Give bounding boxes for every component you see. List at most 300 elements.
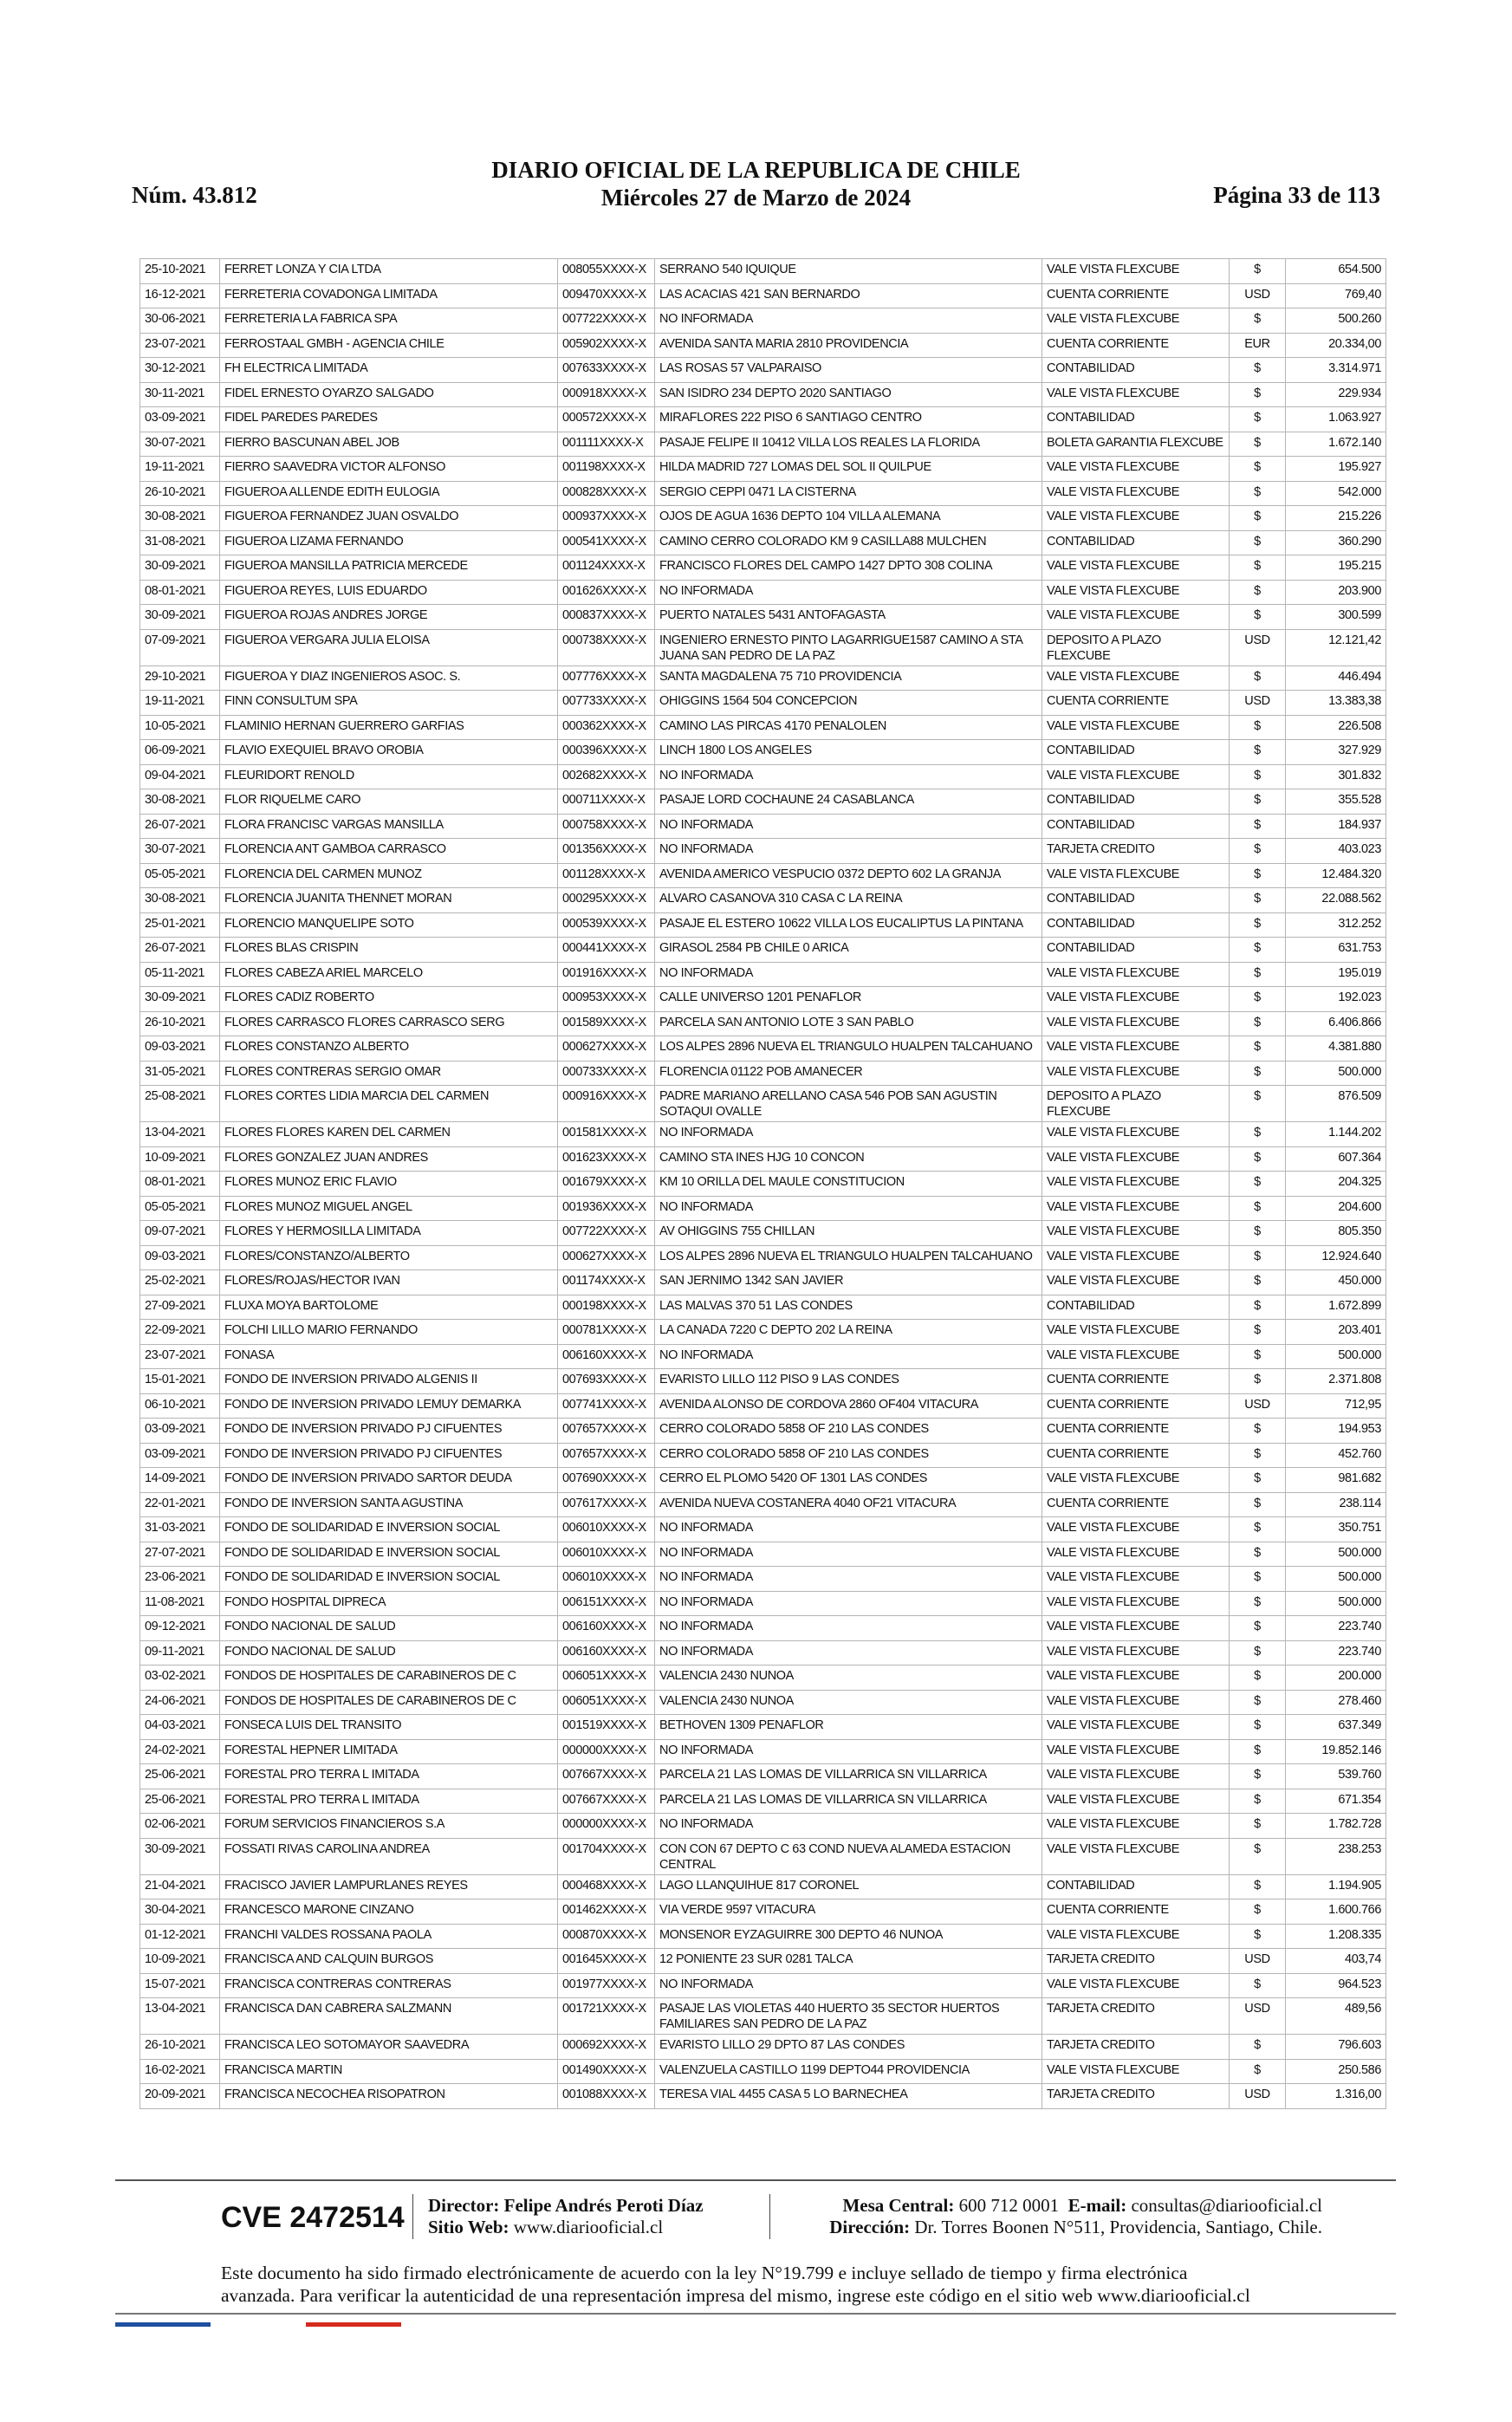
cell-address: NO INFORMADA xyxy=(655,814,1042,839)
cell-name: FLORES CARRASCO FLORES CARRASCO SERG xyxy=(220,1011,558,1036)
table-row xyxy=(140,814,1386,839)
cell-address: CAMINO CERRO COLORADO KM 9 CASILLA88 MULCHEN xyxy=(655,530,1042,555)
cell-address: NO INFORMADA xyxy=(655,1196,1042,1221)
cell-name: FONDOS DE HOSPITALES DE CARABINEROS DE C xyxy=(220,1690,558,1715)
table-row xyxy=(140,1172,1386,1197)
cell-rut: 001198XXXX-X xyxy=(558,457,655,482)
page-header xyxy=(0,156,1512,217)
cell-name: FONDO DE INVERSION PRIVADO ALGENIS II xyxy=(220,1369,558,1394)
table-row xyxy=(140,457,1386,482)
cell-product: TARJETA CREDITO xyxy=(1042,1998,1230,2035)
cell-product: VALE VISTA FLEXCUBE xyxy=(1042,1666,1230,1691)
cell-address: CON CON 67 DEPTO C 63 COND NUEVA ALAMEDA ESTACION CENTRAL xyxy=(655,1838,1042,1874)
table-row xyxy=(140,1739,1386,1764)
cell-date: 14-09-2021 xyxy=(140,1468,220,1493)
site-label: Sitio Web: xyxy=(428,2217,509,2237)
cell-currency: EUR xyxy=(1230,333,1286,358)
cell-currency: $ xyxy=(1230,457,1286,482)
cell-currency: $ xyxy=(1230,1221,1286,1246)
cell-amount: 195.019 xyxy=(1286,962,1386,987)
cell-currency: $ xyxy=(1230,1369,1286,1394)
cell-address: KM 10 ORILLA DEL MAULE CONSTITUCION xyxy=(655,1172,1042,1197)
cell-name: FIERRO SAAVEDRA VICTOR ALFONSO xyxy=(220,457,558,482)
cell-amount: 489,56 xyxy=(1286,1998,1386,2035)
cell-rut: 000828XXXX-X xyxy=(558,481,655,506)
cell-product: VALE VISTA FLEXCUBE xyxy=(1042,481,1230,506)
cell-date: 30-08-2021 xyxy=(140,789,220,815)
cell-date: 10-09-2021 xyxy=(140,1949,220,1974)
cell-address: PARCELA SAN ANTONIO LOTE 3 SAN PABLO xyxy=(655,1011,1042,1036)
cell-address: NO INFORMADA xyxy=(655,1640,1042,1666)
cell-rut: 007667XXXX-X xyxy=(558,1789,655,1814)
cell-currency: $ xyxy=(1230,938,1286,963)
table-row xyxy=(140,1924,1386,1949)
cell-rut: 000572XXXX-X xyxy=(558,407,655,432)
cell-address: FLORENCIA 01122 POB AMANECER xyxy=(655,1061,1042,1086)
cell-address: PARCELA 21 LAS LOMAS DE VILLARRICA SN VILLARRICA xyxy=(655,1764,1042,1789)
cell-currency: $ xyxy=(1230,863,1286,888)
cell-product: VALE VISTA FLEXCUBE xyxy=(1042,1517,1230,1542)
cell-name: FRANCISCA LEO SOTOMAYOR SAAVEDRA xyxy=(220,2035,558,2060)
cell-address: EVARISTO LILLO 112 PISO 9 LAS CONDES xyxy=(655,1369,1042,1394)
cell-amount: 403.023 xyxy=(1286,839,1386,864)
cell-product: VALE VISTA FLEXCUBE xyxy=(1042,1036,1230,1062)
cell-currency: $ xyxy=(1230,1764,1286,1789)
cell-amount: 360.290 xyxy=(1286,530,1386,555)
cell-date: 25-01-2021 xyxy=(140,912,220,938)
cell-amount: 229.934 xyxy=(1286,382,1386,407)
cell-currency: $ xyxy=(1230,1715,1286,1740)
table-row xyxy=(140,863,1386,888)
cell-name: FLEURIDORT RENOLD xyxy=(220,764,558,789)
cell-date: 31-08-2021 xyxy=(140,530,220,555)
cell-name: FRACISCO JAVIER LAMPURLANES REYES xyxy=(220,1874,558,1899)
cell-product: VALE VISTA FLEXCUBE xyxy=(1042,1196,1230,1221)
accounts-table xyxy=(140,258,1386,2109)
cell-date: 01-12-2021 xyxy=(140,1924,220,1949)
cell-product: VALE VISTA FLEXCUBE xyxy=(1042,259,1230,284)
cell-currency: USD xyxy=(1230,2084,1286,2109)
cell-name: FONDO DE SOLIDARIDAD E INVERSION SOCIAL xyxy=(220,1567,558,1592)
cell-name: FONDO DE INVERSION PRIVADO SARTOR DEUDA xyxy=(220,1468,558,1493)
cell-product: VALE VISTA FLEXCUBE xyxy=(1042,580,1230,605)
table-row xyxy=(140,580,1386,605)
cell-product: VALE VISTA FLEXCUBE xyxy=(1042,1542,1230,1567)
cell-product: VALE VISTA FLEXCUBE xyxy=(1042,457,1230,482)
cell-currency: $ xyxy=(1230,432,1286,457)
cell-date: 29-10-2021 xyxy=(140,666,220,691)
cell-currency: $ xyxy=(1230,1814,1286,1839)
cell-name: FLUXA MOYA BARTOLOME xyxy=(220,1295,558,1320)
cell-amount: 327.929 xyxy=(1286,740,1386,765)
cell-date: 27-07-2021 xyxy=(140,1542,220,1567)
cell-rut: 000733XXXX-X xyxy=(558,1061,655,1086)
cell-date: 09-04-2021 xyxy=(140,764,220,789)
cell-product: VALE VISTA FLEXCUBE xyxy=(1042,308,1230,334)
cell-date: 24-06-2021 xyxy=(140,1690,220,1715)
cell-rut: 000468XXXX-X xyxy=(558,1874,655,1899)
cell-date: 23-06-2021 xyxy=(140,1567,220,1592)
cell-date: 31-03-2021 xyxy=(140,1517,220,1542)
cell-product: CONTABILIDAD xyxy=(1042,789,1230,815)
cell-date: 30-09-2021 xyxy=(140,555,220,581)
site-link[interactable]: www.diariooficial.cl xyxy=(513,2217,664,2237)
table-row xyxy=(140,605,1386,630)
cell-rut: 001916XXXX-X xyxy=(558,962,655,987)
cell-rut: 000781XXXX-X xyxy=(558,1320,655,1345)
cell-date: 15-01-2021 xyxy=(140,1369,220,1394)
cell-name: FONDO DE SOLIDARIDAD E INVERSION SOCIAL xyxy=(220,1542,558,1567)
cell-date: 11-08-2021 xyxy=(140,1591,220,1616)
cell-address: LAS ACACIAS 421 SAN BERNARDO xyxy=(655,283,1042,308)
cell-date: 04-03-2021 xyxy=(140,1715,220,1740)
cell-product: VALE VISTA FLEXCUBE xyxy=(1042,1616,1230,1641)
cell-currency: $ xyxy=(1230,308,1286,334)
table-row xyxy=(140,259,1386,284)
cell-name: FIGUEROA MANSILLA PATRICIA MERCEDE xyxy=(220,555,558,581)
cell-product: VALE VISTA FLEXCUBE xyxy=(1042,506,1230,531)
cell-name: FLORES BLAS CRISPIN xyxy=(220,938,558,963)
cell-product: VALE VISTA FLEXCUBE xyxy=(1042,1973,1230,1998)
cell-name: FLORES CONSTANZO ALBERTO xyxy=(220,1036,558,1062)
table-row xyxy=(140,987,1386,1012)
cell-product: VALE VISTA FLEXCUBE xyxy=(1042,1591,1230,1616)
cell-date: 08-01-2021 xyxy=(140,580,220,605)
cell-product: CONTABILIDAD xyxy=(1042,358,1230,383)
cell-date: 09-12-2021 xyxy=(140,1616,220,1641)
cell-currency: $ xyxy=(1230,839,1286,864)
cell-address: 12 PONIENTE 23 SUR 0281 TALCA xyxy=(655,1949,1042,1974)
cell-name: FONDOS DE HOSPITALES DE CARABINEROS DE C xyxy=(220,1666,558,1691)
flag-red-segment xyxy=(306,2322,401,2327)
cell-product: VALE VISTA FLEXCUBE xyxy=(1042,1011,1230,1036)
cell-name: FONDO DE INVERSION SANTA AGUSTINA xyxy=(220,1492,558,1517)
cell-rut: 001174XXXX-X xyxy=(558,1270,655,1295)
cell-product: VALE VISTA FLEXCUBE xyxy=(1042,382,1230,407)
table-row xyxy=(140,1814,1386,1839)
cell-name: FIGUEROA REYES, LUIS EDUARDO xyxy=(220,580,558,605)
cell-currency: $ xyxy=(1230,2035,1286,2060)
cell-currency: $ xyxy=(1230,259,1286,284)
cell-product: VALE VISTA FLEXCUBE xyxy=(1042,1690,1230,1715)
cell-amount: 22.088.562 xyxy=(1286,888,1386,913)
cell-name: FLORES CORTES LIDIA MARCIA DEL CARMEN xyxy=(220,1086,558,1122)
cell-address: VIA VERDE 9597 VITACURA xyxy=(655,1899,1042,1925)
cell-date: 08-01-2021 xyxy=(140,1172,220,1197)
cell-date: 30-07-2021 xyxy=(140,839,220,864)
cell-name: FLORES MUNOZ MIGUEL ANGEL xyxy=(220,1196,558,1221)
cve-code: CVE 2472514 xyxy=(221,2201,405,2234)
table-row xyxy=(140,1517,1386,1542)
cell-currency: $ xyxy=(1230,1146,1286,1172)
cell-name: FIGUEROA VERGARA JULIA ELOISA xyxy=(220,629,558,666)
cell-rut: 006010XXXX-X xyxy=(558,1517,655,1542)
cell-amount: 203.401 xyxy=(1286,1320,1386,1345)
cell-name: FONDO NACIONAL DE SALUD xyxy=(220,1616,558,1641)
cell-rut: 002682XXXX-X xyxy=(558,764,655,789)
cell-address: SANTA MAGDALENA 75 710 PROVIDENCIA xyxy=(655,666,1042,691)
cell-address: VALENZUELA CASTILLO 1199 DEPTO44 PROVIDENCIA xyxy=(655,2059,1042,2084)
cell-currency: $ xyxy=(1230,1690,1286,1715)
cell-address: PADRE MARIANO ARELLANO CASA 546 POB SAN AGUSTIN SOTAQUI OVALLE xyxy=(655,1086,1042,1122)
cell-amount: 876.509 xyxy=(1286,1086,1386,1122)
table-row xyxy=(140,1369,1386,1394)
table-row xyxy=(140,629,1386,666)
cell-address: MIRAFLORES 222 PISO 6 SANTIAGO CENTRO xyxy=(655,407,1042,432)
cell-amount: 500.000 xyxy=(1286,1591,1386,1616)
cell-currency: $ xyxy=(1230,1666,1286,1691)
cell-rut: 001356XXXX-X xyxy=(558,839,655,864)
table-row xyxy=(140,938,1386,963)
cell-product: VALE VISTA FLEXCUBE xyxy=(1042,605,1230,630)
cell-rut: 007657XXXX-X xyxy=(558,1443,655,1468)
cell-amount: 301.832 xyxy=(1286,764,1386,789)
email-link[interactable]: consultas@diariooficial.cl xyxy=(1131,2195,1322,2216)
cell-rut: 006010XXXX-X xyxy=(558,1542,655,1567)
table-row xyxy=(140,506,1386,531)
cell-amount: 637.349 xyxy=(1286,1715,1386,1740)
table-row xyxy=(140,666,1386,691)
cell-rut: 001623XXXX-X xyxy=(558,1146,655,1172)
cell-currency: $ xyxy=(1230,1542,1286,1567)
table-row xyxy=(140,2084,1386,2109)
cell-address: ALVARO CASANOVA 310 CASA C LA REINA xyxy=(655,888,1042,913)
cell-product: TARJETA CREDITO xyxy=(1042,1949,1230,1974)
cell-amount: 769,40 xyxy=(1286,283,1386,308)
cell-amount: 312.252 xyxy=(1286,912,1386,938)
cell-address: LAS MALVAS 370 51 LAS CONDES xyxy=(655,1295,1042,1320)
cell-product: VALE VISTA FLEXCUBE xyxy=(1042,764,1230,789)
cell-product: CUENTA CORRIENTE xyxy=(1042,283,1230,308)
cell-address: LA CANADA 7220 C DEPTO 202 LA REINA xyxy=(655,1320,1042,1345)
mesa-label: Mesa Central: xyxy=(842,2195,955,2216)
cell-name: FONDO DE SOLIDARIDAD E INVERSION SOCIAL xyxy=(220,1517,558,1542)
cell-date: 30-09-2021 xyxy=(140,605,220,630)
cell-name: FLORES/ROJAS/HECTOR IVAN xyxy=(220,1270,558,1295)
cell-name: FIGUEROA Y DIAZ INGENIEROS ASOC. S. xyxy=(220,666,558,691)
cell-product: CUENTA CORRIENTE xyxy=(1042,691,1230,716)
cell-address: NO INFORMADA xyxy=(655,1567,1042,1592)
cell-currency: $ xyxy=(1230,1443,1286,1468)
cell-address: NO INFORMADA xyxy=(655,764,1042,789)
cell-address: HILDA MADRID 727 LOMAS DEL SOL II QUILPUE xyxy=(655,457,1042,482)
cell-currency: $ xyxy=(1230,715,1286,740)
cell-rut: 000396XXXX-X xyxy=(558,740,655,765)
footer-top-rule xyxy=(115,2179,1396,2181)
cell-address: SERRANO 540 IQUIQUE xyxy=(655,259,1042,284)
cell-amount: 238.253 xyxy=(1286,1838,1386,1874)
cell-product: CUENTA CORRIENTE xyxy=(1042,1419,1230,1444)
table-row xyxy=(140,2035,1386,2060)
cell-date: 09-11-2021 xyxy=(140,1640,220,1666)
cell-rut: 000692XXXX-X xyxy=(558,2035,655,2060)
cell-rut: 005902XXXX-X xyxy=(558,333,655,358)
issue-number: Núm. 43.812 xyxy=(132,182,257,208)
table-row xyxy=(140,1344,1386,1369)
cell-currency: $ xyxy=(1230,1172,1286,1197)
cell-currency: $ xyxy=(1230,1036,1286,1062)
cell-currency: $ xyxy=(1230,888,1286,913)
cell-currency: $ xyxy=(1230,764,1286,789)
cell-product: CONTABILIDAD xyxy=(1042,888,1230,913)
cell-name: FRANCISCA AND CALQUIN BURGOS xyxy=(220,1949,558,1974)
cell-address: NO INFORMADA xyxy=(655,1739,1042,1764)
legal-notice xyxy=(221,2262,1304,2307)
cell-address: SAN JERNIMO 1342 SAN JAVIER xyxy=(655,1270,1042,1295)
cell-date: 09-03-2021 xyxy=(140,1245,220,1270)
cell-amount: 204.325 xyxy=(1286,1172,1386,1197)
table-row xyxy=(140,1061,1386,1086)
cell-name: FOLCHI LILLO MARIO FERNANDO xyxy=(220,1320,558,1345)
cell-amount: 1.782.728 xyxy=(1286,1814,1386,1839)
table-body xyxy=(140,259,1386,2109)
table-row xyxy=(140,1492,1386,1517)
cell-name: FLORENCIA ANT GAMBOA CARRASCO xyxy=(220,839,558,864)
cell-date: 03-09-2021 xyxy=(140,1419,220,1444)
cell-rut: 001519XXXX-X xyxy=(558,1715,655,1740)
cell-name: FONDO DE INVERSION PRIVADO PJ CIFUENTES xyxy=(220,1419,558,1444)
address-text: Dr. Torres Boonen N°511, Providencia, Santiago, Chile. xyxy=(914,2217,1322,2237)
cell-rut: 001462XXXX-X xyxy=(558,1899,655,1925)
cell-name: FIDEL ERNESTO OYARZO SALGADO xyxy=(220,382,558,407)
cell-date: 30-08-2021 xyxy=(140,888,220,913)
cell-date: 30-07-2021 xyxy=(140,432,220,457)
cell-currency: $ xyxy=(1230,382,1286,407)
cell-date: 30-12-2021 xyxy=(140,358,220,383)
cell-currency: $ xyxy=(1230,1295,1286,1320)
cell-currency: $ xyxy=(1230,1789,1286,1814)
cell-date: 16-12-2021 xyxy=(140,283,220,308)
cell-date: 25-06-2021 xyxy=(140,1764,220,1789)
table-row xyxy=(140,1036,1386,1062)
cell-name: FLAMINIO HERNAN GUERRERO GARFIAS xyxy=(220,715,558,740)
cell-name: FINN CONSULTUM SPA xyxy=(220,691,558,716)
cell-currency: $ xyxy=(1230,962,1286,987)
cell-rut: 001088XXXX-X xyxy=(558,2084,655,2109)
cell-date: 09-07-2021 xyxy=(140,1221,220,1246)
cell-address: NO INFORMADA xyxy=(655,1814,1042,1839)
cell-rut: 001977XXXX-X xyxy=(558,1973,655,1998)
cell-address: NO INFORMADA xyxy=(655,962,1042,987)
cell-name: FRANCISCA NECOCHEA RISOPATRON xyxy=(220,2084,558,2109)
cell-date: 22-09-2021 xyxy=(140,1320,220,1345)
cell-address: CERRO COLORADO 5858 OF 210 LAS CONDES xyxy=(655,1443,1042,1468)
cell-rut: 000627XXXX-X xyxy=(558,1036,655,1062)
table-row xyxy=(140,1011,1386,1036)
cell-amount: 607.364 xyxy=(1286,1146,1386,1172)
page-number: Página 33 de 113 xyxy=(1213,182,1380,208)
cell-date: 23-07-2021 xyxy=(140,333,220,358)
cell-address: LAS ROSAS 57 VALPARAISO xyxy=(655,358,1042,383)
table-row xyxy=(140,2059,1386,2084)
cell-date: 25-08-2021 xyxy=(140,1086,220,1122)
cell-name: FIDEL PAREDES PAREDES xyxy=(220,407,558,432)
cell-currency: USD xyxy=(1230,691,1286,716)
cell-product: CUENTA CORRIENTE xyxy=(1042,333,1230,358)
table-row xyxy=(140,1949,1386,1974)
cell-date: 05-05-2021 xyxy=(140,863,220,888)
table-row xyxy=(140,481,1386,506)
cell-rut: 007733XXXX-X xyxy=(558,691,655,716)
cell-product: CUENTA CORRIENTE xyxy=(1042,1443,1230,1468)
cell-name: FIGUEROA ROJAS ANDRES JORGE xyxy=(220,605,558,630)
cell-amount: 195.927 xyxy=(1286,457,1386,482)
cell-name: FONDO HOSPITAL DIPRECA xyxy=(220,1591,558,1616)
cell-amount: 238.114 xyxy=(1286,1492,1386,1517)
cell-address: LOS ALPES 2896 NUEVA EL TRIANGULO HUALPEN TALCAHUANO xyxy=(655,1036,1042,1062)
cell-currency: $ xyxy=(1230,481,1286,506)
cell-date: 22-01-2021 xyxy=(140,1492,220,1517)
cell-amount: 194.953 xyxy=(1286,1419,1386,1444)
cell-rut: 001589XXXX-X xyxy=(558,1011,655,1036)
cell-rut: 006160XXXX-X xyxy=(558,1344,655,1369)
cell-address: INGENIERO ERNESTO PINTO LAGARRIGUE1587 CAMINO A STA JUANA SAN PEDRO DE LA PAZ xyxy=(655,629,1042,666)
flag-stripe xyxy=(115,2322,401,2327)
cell-name: FIGUEROA ALLENDE EDITH EULOGIA xyxy=(220,481,558,506)
cell-address: CERRO EL PLOMO 5420 OF 1301 LAS CONDES xyxy=(655,1468,1042,1493)
cell-currency: USD xyxy=(1230,283,1286,308)
table-row xyxy=(140,1973,1386,1998)
cell-name: FLOR RIQUELME CARO xyxy=(220,789,558,815)
cell-address: OHIGGINS 1564 504 CONCEPCION xyxy=(655,691,1042,716)
cell-amount: 1.672.140 xyxy=(1286,432,1386,457)
cell-rut: 001721XXXX-X xyxy=(558,1998,655,2035)
cell-currency: $ xyxy=(1230,1924,1286,1949)
cell-currency: USD xyxy=(1230,1949,1286,1974)
cell-name: FONDO DE INVERSION PRIVADO PJ CIFUENTES xyxy=(220,1443,558,1468)
cell-currency: USD xyxy=(1230,1998,1286,2035)
cell-address: AV OHIGGINS 755 CHILLAN xyxy=(655,1221,1042,1246)
cell-product: VALE VISTA FLEXCUBE xyxy=(1042,1344,1230,1369)
cell-rut: 000198XXXX-X xyxy=(558,1295,655,1320)
table-row xyxy=(140,1146,1386,1172)
cell-address: NO INFORMADA xyxy=(655,1973,1042,1998)
cell-address: FRANCISCO FLORES DEL CAMPO 1427 DPTO 308 COLINA xyxy=(655,555,1042,581)
cell-currency: $ xyxy=(1230,1122,1286,1147)
publication-date: Miércoles 27 de Marzo de 2024 xyxy=(600,185,912,211)
cell-currency: USD xyxy=(1230,629,1286,666)
cell-amount: 1.316,00 xyxy=(1286,2084,1386,2109)
cell-name: FERRETERIA LA FABRICA SPA xyxy=(220,308,558,334)
cell-amount: 446.494 xyxy=(1286,666,1386,691)
cell-date: 06-10-2021 xyxy=(140,1393,220,1419)
table-row xyxy=(140,1764,1386,1789)
cell-product: CONTABILIDAD xyxy=(1042,740,1230,765)
cell-rut: 001128XXXX-X xyxy=(558,863,655,888)
cell-currency: $ xyxy=(1230,580,1286,605)
cell-product: VALE VISTA FLEXCUBE xyxy=(1042,666,1230,691)
cell-rut: 001936XXXX-X xyxy=(558,1196,655,1221)
cell-date: 03-09-2021 xyxy=(140,1443,220,1468)
cell-date: 30-06-2021 xyxy=(140,308,220,334)
cell-address: CAMINO STA INES HJG 10 CONCON xyxy=(655,1146,1042,1172)
cell-name: FRANCISCA CONTRERAS CONTRERAS xyxy=(220,1973,558,1998)
table-row xyxy=(140,1838,1386,1874)
table-row xyxy=(140,382,1386,407)
cell-name: FRANCESCO MARONE CINZANO xyxy=(220,1899,558,1925)
cell-name: FIERRO BASCUNAN ABEL JOB xyxy=(220,432,558,457)
cell-amount: 226.508 xyxy=(1286,715,1386,740)
cell-amount: 964.523 xyxy=(1286,1973,1386,1998)
cell-amount: 12.924.640 xyxy=(1286,1245,1386,1270)
cell-amount: 1.144.202 xyxy=(1286,1122,1386,1147)
cell-amount: 1.063.927 xyxy=(1286,407,1386,432)
cell-date: 13-04-2021 xyxy=(140,1998,220,2035)
cell-product: CUENTA CORRIENTE xyxy=(1042,1492,1230,1517)
cell-product: VALE VISTA FLEXCUBE xyxy=(1042,1221,1230,1246)
cell-product: VALE VISTA FLEXCUBE xyxy=(1042,987,1230,1012)
cell-product: CUENTA CORRIENTE xyxy=(1042,1369,1230,1394)
